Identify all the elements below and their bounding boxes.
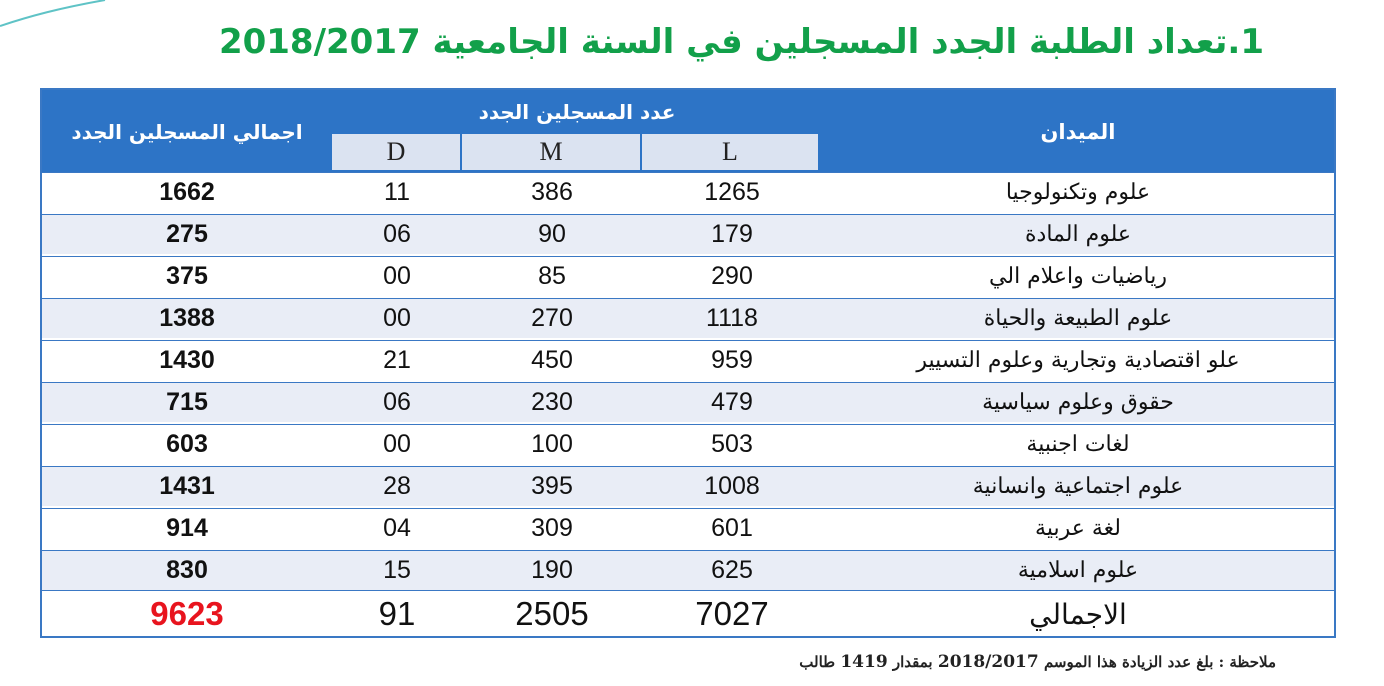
row-d: 00 [383, 304, 411, 332]
row-field: علوم الطبيعة والحياة [983, 306, 1173, 331]
row-l: 625 [711, 556, 753, 584]
row-field: علوم وتكنولوجيا [1005, 180, 1151, 205]
note-amount: 1419 [840, 652, 888, 672]
grand-total-row [42, 590, 1334, 637]
row-m: 230 [531, 388, 573, 416]
row-total: 715 [166, 388, 208, 416]
row-field: علو اقتصادية وتجارية وعلوم التسيير [916, 348, 1240, 373]
table-row [42, 256, 1334, 296]
row-total: 1662 [159, 178, 215, 206]
table-row [42, 214, 1334, 254]
note-prefix: ملاحظة : بلغ عدد الزيادة هذا الموسم [1043, 653, 1276, 671]
row-m: 190 [531, 556, 573, 584]
table-row [42, 550, 1334, 590]
row-m: 270 [531, 304, 573, 332]
table-row [42, 340, 1334, 380]
footnote [799, 652, 1276, 672]
subheader-d: D [332, 134, 460, 170]
row-m: 395 [531, 472, 573, 500]
row-m: 386 [531, 178, 573, 206]
header-field: الميدان [1040, 120, 1116, 144]
row-d: 11 [384, 178, 410, 206]
row-m: 90 [538, 220, 566, 248]
row-m: 309 [531, 514, 573, 542]
subheader-m: M [462, 134, 640, 170]
row-l: 1265 [704, 178, 760, 206]
row-total: 375 [166, 262, 208, 290]
row-total: 830 [166, 556, 208, 584]
row-l: 503 [711, 430, 753, 458]
row-l: 1008 [704, 472, 760, 500]
row-total: 914 [166, 514, 208, 542]
row-d: 04 [383, 514, 411, 542]
row-l: 601 [711, 514, 753, 542]
row-total: 1430 [159, 346, 215, 374]
row-l: 959 [711, 346, 753, 374]
table-row [42, 508, 1334, 548]
row-l: 290 [711, 262, 753, 290]
row-m: 450 [531, 346, 573, 374]
row-l: 479 [711, 388, 753, 416]
row-total: 1388 [159, 304, 215, 332]
note-season: 2018/2017 [937, 652, 1039, 672]
table-row [42, 424, 1334, 464]
row-m: 100 [531, 430, 573, 458]
row-d: 21 [383, 346, 411, 374]
row-field: لغات اجنبية [1026, 432, 1130, 457]
row-d: 28 [383, 472, 411, 500]
row-d: 00 [383, 262, 411, 290]
row-field: لغة عربية [1035, 516, 1121, 541]
page-title: 1.تعداد الطلبة الجدد المسجلين في السنة الجامعية 2018/2017 [218, 22, 1264, 62]
row-d: 06 [383, 388, 411, 416]
row-l: 179 [711, 220, 753, 248]
grand-total-m: 2505 [515, 595, 589, 632]
table-row [42, 172, 1334, 212]
row-l: 1118 [706, 304, 758, 332]
corner-decoration-icon [0, 0, 110, 30]
row-m: 85 [538, 262, 566, 290]
grand-total-l: 7027 [695, 595, 769, 632]
table-row [42, 466, 1334, 506]
row-total: 1431 [159, 472, 215, 500]
row-total: 275 [166, 220, 208, 248]
note-middle: بمقدار [892, 653, 933, 671]
row-d: 06 [383, 220, 411, 248]
row-field: رياضيات واعلام الي [989, 264, 1167, 289]
grand-total-label: الاجمالي [1029, 597, 1127, 631]
grand-total-d: 91 [378, 595, 416, 632]
header-new-registered: عدد المسجلين الجدد [478, 100, 676, 124]
table-row [42, 382, 1334, 422]
table-header [42, 90, 1334, 172]
row-d: 15 [383, 556, 411, 584]
row-total: 603 [166, 430, 208, 458]
registration-table [40, 88, 1336, 638]
subheader-l: L [642, 134, 818, 170]
row-field: علوم اسلامية [1017, 558, 1139, 583]
row-field: علوم المادة [1025, 222, 1131, 247]
row-d: 00 [383, 430, 411, 458]
grand-total-sum: 9623 [150, 595, 224, 632]
header-total: اجمالي المسجلين الجدد [71, 120, 303, 144]
note-suffix: طالب [799, 653, 836, 671]
row-field: علوم اجتماعية وانسانية [972, 474, 1184, 499]
row-field: حقوق وعلوم سياسية [982, 390, 1174, 415]
table-row [42, 298, 1334, 338]
